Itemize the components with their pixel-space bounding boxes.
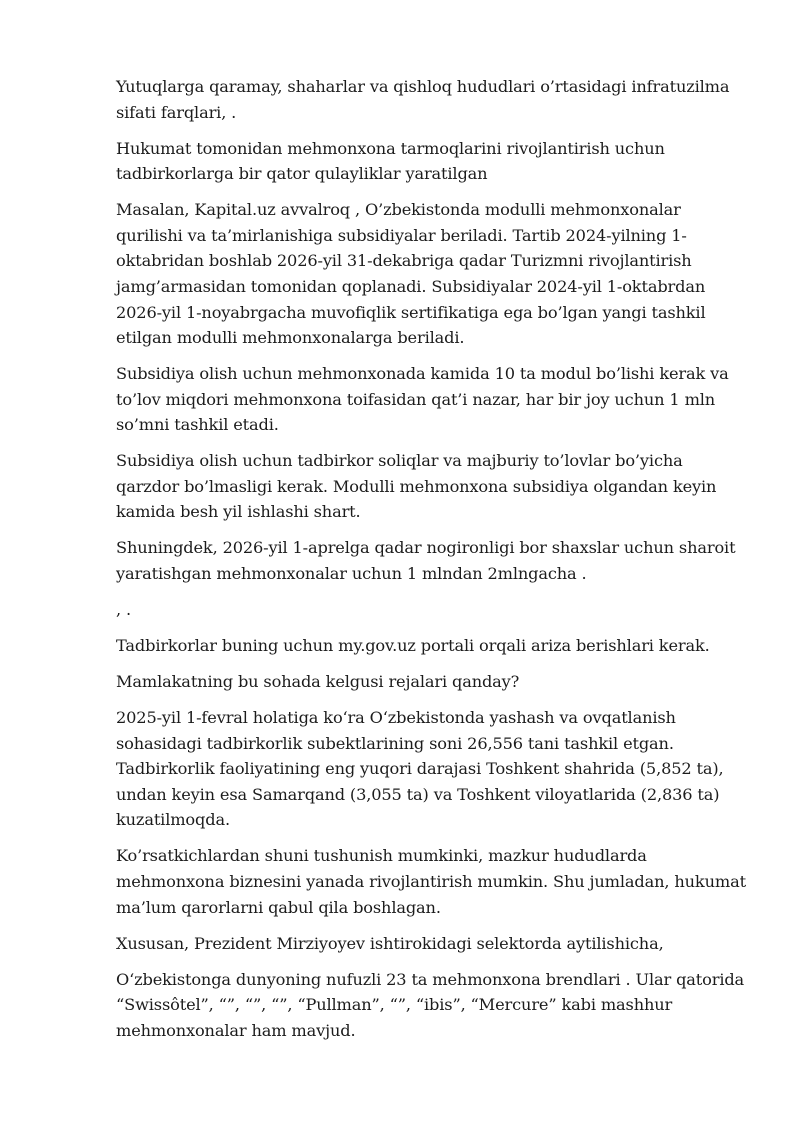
paragraph-president-selector: Xususan, Prezident Mirziyoyev ishtirokidagi selektorda aytilishicha, <box>116 933 664 953</box>
paragraph-regional-development: Ko’rsatkichlardan shuni tushunish mumkinki, mazkur hududlarda mehmonxona biznesini yanada rivojlantirish mumkin. Shu jumladan, hukumat ma’lum qarorlarni qabul qila boshlagan. <box>116 846 746 917</box>
paragraph-government-support: Hukumat tomonidan mehmonxona tarmoqlarini rivojlantirish uchun tadbirkorlarga bir qator qulayliklar yaratilgan <box>116 138 665 184</box>
paragraph-future-plans-heading: Mamlakatning bu sohada kelgusi rejalari qanday? <box>116 672 520 691</box>
paragraph-application-portal: Tadbirkorlar buning uchun my.gov.uz portali orqali ariza berishlari kerak. <box>116 636 710 656</box>
document-body <box>116 74 746 1054</box>
paragraph-subsidy-conditions: Subsidiya olish uchun tadbirkor soliqlar va majburiy to’lovlar bo’yicha qarzdor bo’lmasligi kerak. Modulli mehmonxona subsidiya olgandan keyin kamida besh yil ishlashi shart. <box>116 451 717 522</box>
paragraph-punctuation-fragment: , . <box>116 600 131 620</box>
paragraph-hotel-brands: O‘zbekistonga dunyoning nufuzli 23 ta mehmonxona brendlari . Ular qatorida “Swissôtel”, “”, “”, “”, “Pullman”, “”, “ibis”, “Mercure” kabi mashhur mehmonxonalar ham mavjud. <box>116 969 745 1040</box>
paragraph-subsidy-modules: Subsidiya olish uchun mehmonxonada kamida 10 ta modul bo’lishi kerak va to’lov miqdori mehmonxona toifasidan qat’i nazar, har bir joy uchun 1 mln so’mni tashkil etadi. <box>116 364 729 435</box>
paragraph-business-statistics: 2025-yil 1-fevral holatiga ko‘ra O‘zbekistonda yashash va ovqatlanish sohasidagi tadbirkorlik subektlarining soni 26,556 tani tashkil etgan. Tadbirkorlik faoliyatining eng yuqori darajasi Toshkent shahrida (5,852 ta), undan keyin esa Samarqand (3,055 ta) va Toshkent viloyatlarida (2,836 ta) kuzatilmoqda. <box>116 707 724 830</box>
paragraph-infrastructure-gap: Yutuqlarga qaramay, shaharlar va qishloq hududlari o’rtasidagi infratuzilma sifati farqlari, . <box>116 77 730 122</box>
paragraph-accessibility-subsidy: Shuningdek, 2026-yil 1-aprelga qadar nogironligi bor shaxslar uchun sharoit yaratishgan mehmonxonalar uchun 1 mlndan 2mlngacha . <box>116 538 736 584</box>
paragraph-modular-hotel-subsidies: Masalan, Kapital.uz avvalroq , O’zbekistonda modulli mehmonxonalar qurilishi va ta’mirlanishiga subsidiyalar beriladi. Tartib 2024-yilning 1-oktabridan boshlab 2026-yil 31-dekabriga qadar Turizmni rivojlantirish jamg’armasidan tomonidan qoplanadi. Subsidiyalar 2024-yil 1-oktabrdan 2026-yil 1-noyabrgacha muvofiqlik sertifikatiga ega bo’lgan yangi tashkil etilgan modulli mehmonxonalarga beriladi. <box>116 200 706 348</box>
